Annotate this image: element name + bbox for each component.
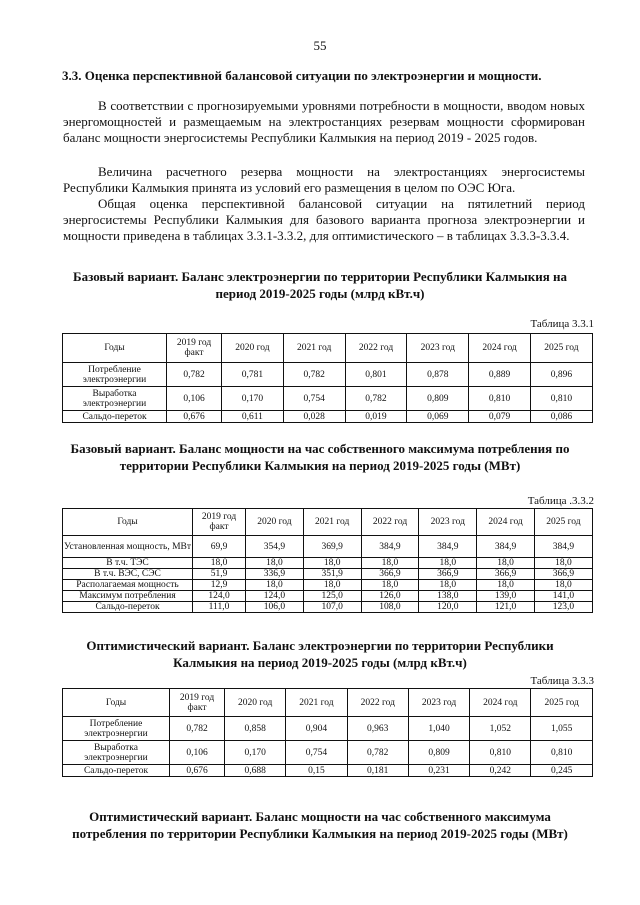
table-1 xyxy=(62,333,593,423)
table-cell: 1,052 xyxy=(470,717,531,741)
page-number: 55 xyxy=(313,38,327,53)
table-cell: 0,810 xyxy=(469,387,531,411)
table-cell: 0,079 xyxy=(469,411,531,423)
table-row xyxy=(63,580,593,591)
table-cell: 106,0 xyxy=(246,602,304,613)
table-cell: 0,782 xyxy=(347,741,408,765)
row-label: Потребление электроэнергии xyxy=(63,717,170,741)
table-cell: 12,9 xyxy=(193,580,246,591)
table-cell: 0,782 xyxy=(170,717,225,741)
table-cell: 126,0 xyxy=(361,591,419,602)
row-label: Установленная мощность, МВт xyxy=(63,536,193,558)
table-2-header-row xyxy=(63,509,593,536)
table-cell: 123,0 xyxy=(534,602,592,613)
table-cell: 0,809 xyxy=(408,741,469,765)
table-row xyxy=(63,411,593,423)
table-cell: 121,0 xyxy=(477,602,535,613)
section-heading: 3.3. Оценка перспективной балансовой ситуации по электроэнергии и мощности. xyxy=(62,68,542,83)
table-cell: 18,0 xyxy=(534,558,592,569)
table-cell: 384,9 xyxy=(361,536,419,558)
table-3-caption: Таблица 3.3.3 xyxy=(530,675,594,687)
table-cell: 0,810 xyxy=(531,741,592,765)
table-cell: 18,0 xyxy=(303,580,361,591)
table-cell: 0,069 xyxy=(407,411,469,423)
paragraph-1: В соответствии с прогнозируемыми уровнями потребности в мощности, вводом новых энергомощностей и размещаемым на электростанциях резервам мощности сформирован баланс мощности энергосистемы Республики Калмыкия на период 2019 - 2025 годов. xyxy=(63,98,585,145)
table-header-year: 2020 год xyxy=(246,509,304,536)
table-header-year: 2025 год xyxy=(531,689,592,717)
table-cell: 125,0 xyxy=(303,591,361,602)
table-cell: 366,9 xyxy=(361,569,419,580)
table-cell: 0,782 xyxy=(167,363,222,387)
table-cell: 384,9 xyxy=(419,536,477,558)
table-cell: 0,170 xyxy=(225,741,286,765)
table-2-caption: Таблица .3.3.2 xyxy=(527,495,594,507)
table-cell: 354,9 xyxy=(246,536,304,558)
table-header-year: 2023 год xyxy=(408,689,469,717)
table-1-title: Базовый вариант. Баланс электроэнергии по территории Республики Калмыкия на период 2019-2025 годы (млрд кВт.ч) xyxy=(72,269,567,301)
table-header-year: 2024 год xyxy=(477,509,535,536)
table-cell: 0,242 xyxy=(470,765,531,777)
table-cell: 108,0 xyxy=(361,602,419,613)
table-header-years: Годы xyxy=(63,334,167,363)
table-cell: 120,0 xyxy=(419,602,477,613)
table-cell: 384,9 xyxy=(534,536,592,558)
table-cell: 18,0 xyxy=(419,580,477,591)
table-cell: 18,0 xyxy=(477,558,535,569)
table-cell: 0,231 xyxy=(408,765,469,777)
table-cell: 18,0 xyxy=(193,558,246,569)
table-cell: 0,801 xyxy=(345,363,407,387)
table-cell: 107,0 xyxy=(303,602,361,613)
table-cell: 0,245 xyxy=(531,765,592,777)
table-row xyxy=(63,741,593,765)
table-header-year: 2021 год xyxy=(286,689,347,717)
table-cell: 111,0 xyxy=(193,602,246,613)
table-cell: 69,9 xyxy=(193,536,246,558)
table-cell: 0,086 xyxy=(530,411,592,423)
table-cell: 51,9 xyxy=(193,569,246,580)
row-label: Располагаемая мощность xyxy=(63,580,193,591)
table-cell: 0,810 xyxy=(470,741,531,765)
table-cell: 0,019 xyxy=(345,411,407,423)
table-header-year: 2020 год xyxy=(222,334,284,363)
table-cell: 0,963 xyxy=(347,717,408,741)
table-cell: 18,0 xyxy=(419,558,477,569)
table-row xyxy=(63,765,593,777)
table-cell: 124,0 xyxy=(193,591,246,602)
table-row xyxy=(63,569,593,580)
table-cell: 0,028 xyxy=(283,411,345,423)
table-cell: 18,0 xyxy=(361,558,419,569)
table-cell: 18,0 xyxy=(361,580,419,591)
row-label: Выработка электроэнергии xyxy=(63,387,167,411)
table-header-year: 2022 год xyxy=(345,334,407,363)
table-cell: 139,0 xyxy=(477,591,535,602)
table-3 xyxy=(62,688,593,777)
table-cell: 1,040 xyxy=(408,717,469,741)
table-row xyxy=(63,536,593,558)
table-header-year: 2022 год xyxy=(361,509,419,536)
table-row xyxy=(63,602,593,613)
table-cell: 0,782 xyxy=(345,387,407,411)
table-row xyxy=(63,558,593,569)
table-cell: 0,754 xyxy=(286,741,347,765)
table-cell: 0,904 xyxy=(286,717,347,741)
row-label: Выработка электроэнергии xyxy=(63,741,170,765)
table-cell: 0,878 xyxy=(407,363,469,387)
table-row xyxy=(63,591,593,602)
table-cell: 384,9 xyxy=(477,536,535,558)
table-cell: 0,106 xyxy=(167,387,222,411)
table-3-header-row xyxy=(63,689,593,717)
table-row xyxy=(63,717,593,741)
row-label: В т.ч. ВЭС, СЭС xyxy=(63,569,193,580)
table-cell: 18,0 xyxy=(303,558,361,569)
table-cell: 0,889 xyxy=(469,363,531,387)
table-row xyxy=(63,363,593,387)
table-header-year: 2025 год xyxy=(534,509,592,536)
table-header-year: 2019 год факт xyxy=(167,334,222,363)
table-cell: 1,055 xyxy=(531,717,592,741)
table-cell: 0,676 xyxy=(167,411,222,423)
table-1-caption: Таблица 3.3.1 xyxy=(530,318,594,330)
table-header-year: 2024 год xyxy=(470,689,531,717)
final-title: Оптимистический вариант. Баланс мощности на час собственного максимума потребления по территории Республики Калмыкия на период 2019-2025 годы (МВт) xyxy=(72,809,568,841)
table-cell: 0,15 xyxy=(286,765,347,777)
table-cell: 0,781 xyxy=(222,363,284,387)
row-label: Максимум потребления xyxy=(63,591,193,602)
table-cell: 0,676 xyxy=(170,765,225,777)
table-cell: 124,0 xyxy=(246,591,304,602)
table-cell: 0,688 xyxy=(225,765,286,777)
table-header-year: 2023 год xyxy=(419,509,477,536)
row-label: Сальдо-переток xyxy=(63,602,193,613)
table-cell: 0,170 xyxy=(222,387,284,411)
table-2-title: Базовый вариант. Баланс мощности на час собственного максимума потребления по территории Республики Калмыкия на период 2019-2025 годы (МВт) xyxy=(70,441,570,473)
table-cell: 366,9 xyxy=(534,569,592,580)
table-header-year: 2021 год xyxy=(303,509,361,536)
table-cell: 0,754 xyxy=(283,387,345,411)
paragraph-2: Величина расчетного резерва мощности на электростанциях энергосистемы Республики Калмыкия принята из условий его размещения в целом по ОЭС Юга. xyxy=(63,164,585,195)
table-cell: 366,9 xyxy=(419,569,477,580)
table-header-year: 2025 год xyxy=(530,334,592,363)
table-cell: 369,9 xyxy=(303,536,361,558)
table-header-year: 2022 год xyxy=(347,689,408,717)
table-header-year: 2019 год факт xyxy=(170,689,225,717)
table-header-years: Годы xyxy=(63,689,170,717)
table-header-year: 2024 год xyxy=(469,334,531,363)
table-header-year: 2019 год факт xyxy=(193,509,246,536)
table-cell: 0,106 xyxy=(170,741,225,765)
table-cell: 138,0 xyxy=(419,591,477,602)
row-label: Потребление электроэнергии xyxy=(63,363,167,387)
table-cell: 18,0 xyxy=(246,558,304,569)
table-row xyxy=(63,387,593,411)
table-cell: 141,0 xyxy=(534,591,592,602)
table-cell: 18,0 xyxy=(246,580,304,591)
table-cell: 0,896 xyxy=(530,363,592,387)
table-cell: 0,611 xyxy=(222,411,284,423)
row-label: Сальдо-переток xyxy=(63,765,170,777)
table-2 xyxy=(62,508,593,613)
table-cell: 0,858 xyxy=(225,717,286,741)
table-3-title: Оптимистический вариант. Баланс электроэнергии по территории Республики Калмыкия на период 2019-2025 годы (млрд кВт.ч) xyxy=(86,638,554,670)
table-header-years: Годы xyxy=(63,509,193,536)
row-label: В т.ч. ТЭС xyxy=(63,558,193,569)
paragraph-3: Общая оценка перспективной балансовой ситуации на пятилетний период энергосистемы Республики Калмыкия для базового варианта прогноза электроэнергии и мощности приведена в таблицах 3.3.1-3.3.2, для оптимистического – в таблицах 3.3.3-3.3.4. xyxy=(63,196,585,243)
table-cell: 351,9 xyxy=(303,569,361,580)
table-cell: 0,181 xyxy=(347,765,408,777)
table-cell: 366,9 xyxy=(477,569,535,580)
table-header-year: 2023 год xyxy=(407,334,469,363)
table-cell: 336,9 xyxy=(246,569,304,580)
table-cell: 0,782 xyxy=(283,363,345,387)
table-cell: 0,810 xyxy=(530,387,592,411)
table-1-header-row xyxy=(63,334,593,363)
table-cell: 18,0 xyxy=(477,580,535,591)
row-label: Сальдо-переток xyxy=(63,411,167,423)
table-header-year: 2020 год xyxy=(225,689,286,717)
table-header-year: 2021 год xyxy=(283,334,345,363)
table-cell: 0,809 xyxy=(407,387,469,411)
table-cell: 18,0 xyxy=(534,580,592,591)
